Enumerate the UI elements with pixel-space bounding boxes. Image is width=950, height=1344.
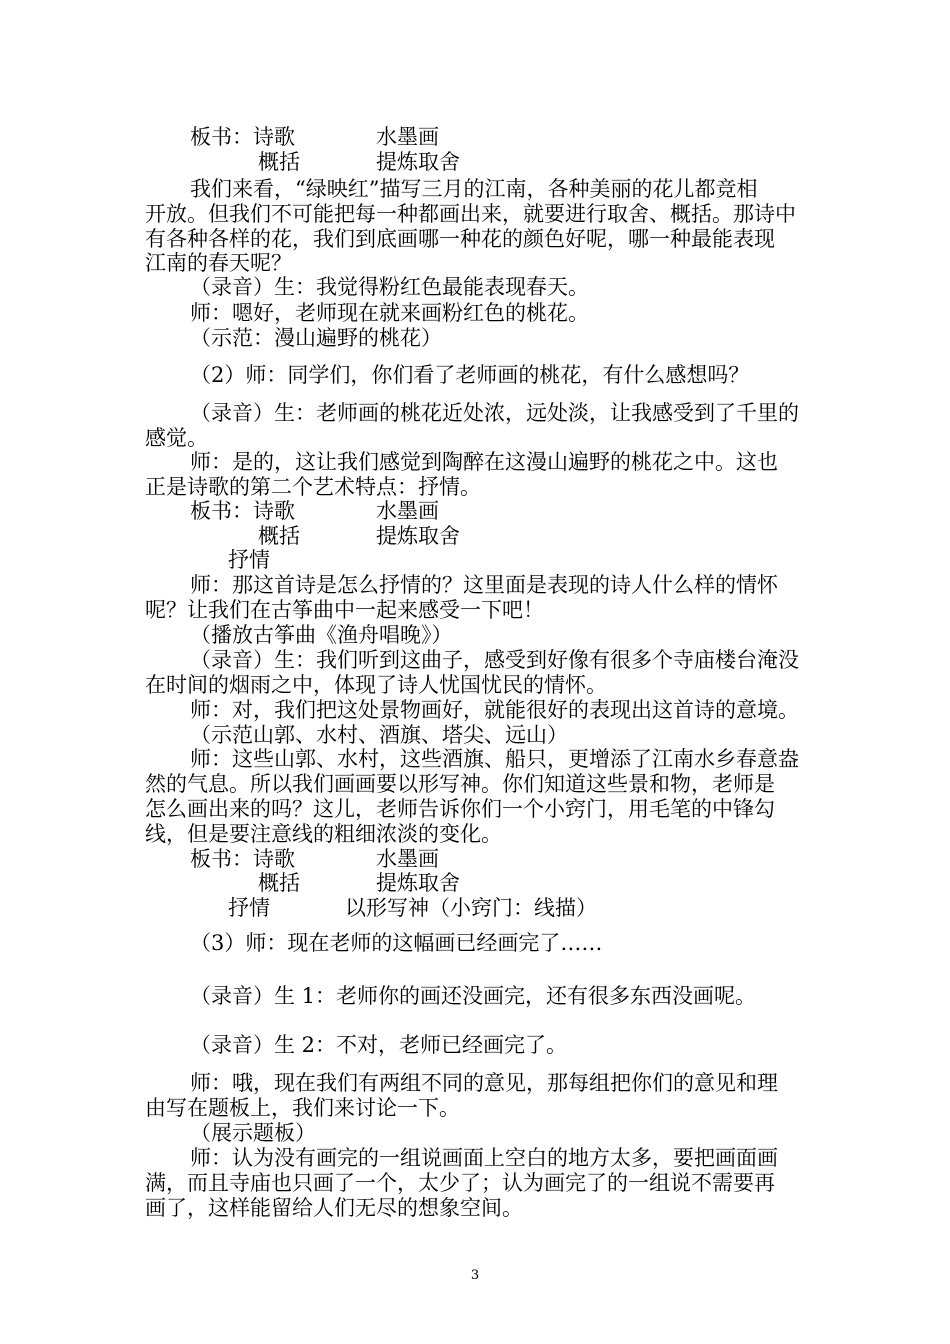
text-line: 板书：诗歌	[190, 847, 295, 871]
text-line: 呢？让我们在古筝曲中一起来感受一下吧！	[145, 598, 544, 622]
text-line: 怎么画出来的吗？这儿，老师告诉你们一个小窍门，用毛笔的中锋勾	[145, 797, 775, 821]
text-line: （录音）生：我觉得粉红色最能表现春天。	[190, 275, 589, 299]
text-line: 线，但是要注意线的粗细浓淡的变化。	[145, 822, 502, 846]
text-line: 提炼取舍	[376, 871, 460, 895]
page-number: 3	[470, 1268, 480, 1283]
text-line: 师：对，我们把这处景物画好，就能很好的表现出这首诗的意境。	[190, 698, 799, 722]
text-line: 师：嗯好，老师现在就来画粉红色的桃花。	[190, 301, 589, 325]
text-line: （2）师：同学们，你们看了老师画的桃花，有什么感想吗？	[190, 363, 750, 387]
text-line: 师：哦，现在我们有两组不同的意见，那每组把你们的意见和理	[190, 1071, 778, 1095]
text-line: （录音）生 1：老师你的画还没画完，还有很多东西没画呢。	[190, 984, 757, 1008]
text-line: 概括	[258, 150, 300, 174]
text-line: 抒情	[228, 896, 270, 920]
text-line: 画了，这样能留给人们无尽的想象空间。	[145, 1196, 523, 1220]
text-line: 师：那这首诗是怎么抒情的？这里面是表现的诗人什么样的情怀	[190, 573, 778, 597]
text-line: 水墨画	[376, 125, 439, 149]
text-line: 由写在题板上，我们来讨论一下。	[145, 1096, 460, 1120]
text-line: 概括	[258, 871, 300, 895]
text-line: 然的气息。所以我们画画要以形写神。你们知道这些景和物，老师是	[145, 772, 775, 796]
text-line: 水墨画	[376, 499, 439, 523]
text-line: 满，而且寺庙也只画了一个，太少了；认为画完了的一组说不需要再	[145, 1171, 775, 1195]
text-line: 感觉。	[145, 426, 208, 450]
text-line: 板书：诗歌	[190, 125, 295, 149]
text-line: 水墨画	[376, 847, 439, 871]
text-line: （示范山郭、水村、酒旗、塔尖、远山）	[190, 723, 568, 747]
text-line: 概括	[258, 524, 300, 548]
text-line: （示范：漫山遍野的桃花）	[190, 326, 442, 350]
text-line: 有各种各样的花，我们到底画哪一种花的颜色好呢，哪一种最能表现	[145, 227, 775, 251]
text-line: （录音）生 2：不对，老师已经画完了。	[190, 1033, 568, 1057]
text-line: 师：认为没有画完的一组说画面上空白的地方太多，要把画面画	[190, 1146, 778, 1170]
text-line: 抒情	[228, 548, 270, 572]
text-line: （录音）生：老师画的桃花近处浓，远处淡，让我感受到了千里的	[190, 401, 799, 425]
text-line: （3）师：现在老师的这幅画已经画完了……	[190, 931, 603, 955]
text-line: 师：这些山郭、水村，这些酒旗、船只，更增添了江南水乡春意盎	[190, 747, 799, 771]
text-line: 板书：诗歌	[190, 499, 295, 523]
text-line: 正是诗歌的第二个艺术特点：抒情。	[145, 475, 481, 499]
text-line: （展示题板）	[190, 1121, 316, 1145]
text-line: 师：是的，这让我们感觉到陶醉在这漫山遍野的桃花之中。这也	[190, 450, 778, 474]
text-line: 开放。但我们不可能把每一种都画出来，就要进行取舍、概括。那诗中	[145, 202, 796, 226]
text-line: （播放古筝曲《渔舟唱晚》）	[190, 623, 453, 647]
text-line: 以形写神（小窍门：线描）	[345, 896, 597, 920]
text-line: 我们来看，“绿映红”描写三月的江南，各种美丽的花儿都竞相	[190, 177, 758, 201]
text-line: （录音）生：我们听到这曲子，感受到好像有很多个寺庙楼台淹没	[190, 648, 799, 672]
text-line: 提炼取舍	[376, 524, 460, 548]
text-line: 在时间的烟雨之中，体现了诗人忧国忧民的情怀。	[145, 673, 607, 697]
text-line: 江南的春天呢？	[145, 251, 292, 275]
text-line: 提炼取舍	[376, 150, 460, 174]
